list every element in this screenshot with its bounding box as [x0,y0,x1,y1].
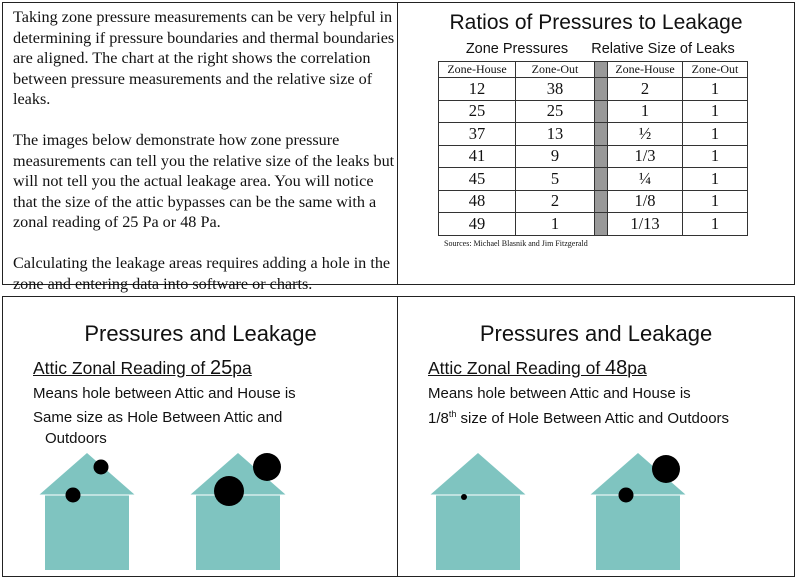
group-label-zone-pressures: Zone Pressures [465,41,569,57]
cell-zone-house-pressure: 49 [439,213,516,236]
cell-rel-zone-out: 1 [683,78,748,101]
houses-illustration [398,297,796,578]
intro-paragraph-2: The images below demonstrate how zone pressure measurements can tell you the relative size of the leaks but will not tell you the actual leakage area. You will notice that the size of the attic bypasses can be the same with a zonal reading of 25 Pa or 48 Pa. [13,130,395,232]
table-row [439,123,748,146]
cell-zone-out-pressure: 5 [516,168,595,191]
cell-zone-out-pressure: 25 [516,100,595,123]
slide-title: Pressures and Leakage [479,321,713,346]
hole-attic-house [619,488,634,503]
hole-attic-outdoors [94,460,109,475]
column-separator [595,78,608,101]
cell-rel-zone-out: 1 [683,145,748,168]
table-row [439,190,748,213]
cell-rel-zone-house: 1/13 [608,213,683,236]
slide-line-1: Means hole between Attic and House is [428,385,691,402]
table-row [439,78,748,101]
houses-illustration [3,297,399,578]
table-row [439,168,748,191]
intro-paragraph-3: Calculating the leakage areas requires adding a hole in the zone and entering data into software or charts. [13,253,391,293]
house-body [45,495,129,570]
table-header-row [439,62,748,78]
fraction-text: 1/8 [428,410,449,427]
cell-rel-zone-house: 1/3 [608,145,683,168]
house-right [590,453,686,570]
ratios-table [438,61,748,236]
house-body [196,495,280,570]
cell-rel-zone-out: 1 [683,168,748,191]
group-label-relative-size: Relative Size of Leaks [591,41,735,57]
cell-zone-house-pressure: 41 [439,145,516,168]
slide-line-3: Outdoors [45,430,107,447]
cell-rel-zone-out: 1 [683,100,748,123]
intro-panel [2,2,398,293]
ratios-panel [397,2,795,285]
cell-rel-zone-out: 1 [683,213,748,236]
hole-attic-outdoors [253,453,281,481]
hole-attic-outdoors [652,455,680,483]
header-zone-out: Zone-Out [516,62,595,78]
cell-rel-zone-house: 1 [608,100,683,123]
cell-zone-out-pressure: 1 [516,213,595,236]
subtitle-prefix: Attic Zonal Reading of [428,358,606,378]
cell-zone-house-pressure: 25 [439,100,516,123]
hole-attic-house [214,476,244,506]
hole-attic-house [461,494,467,500]
header-zone-house: Zone-House [439,62,516,78]
table-row [439,213,748,236]
cell-rel-zone-house: ¼ [608,168,683,191]
column-separator [595,190,608,213]
column-separator [595,62,608,78]
table-row [439,145,748,168]
house-left [39,453,135,570]
column-separator [595,123,608,146]
cell-zone-house-pressure: 37 [439,123,516,146]
slide-line-1: Means hole between Attic and House is [33,385,296,402]
table-body [439,78,748,236]
column-separator [595,145,608,168]
house-right [190,453,286,570]
fraction-suffix: th [448,409,457,419]
ratios-title: Ratios of Pressures to Leakage [449,11,743,34]
subtitle-number: 48 [605,357,628,379]
house-body [596,495,680,570]
header-rel-zone-out: Zone-Out [683,62,748,78]
column-separator [595,100,608,123]
house-roof [430,453,526,495]
subtitle-unit: pa [232,358,252,378]
cell-rel-zone-out: 1 [683,123,748,146]
cell-zone-out-pressure: 2 [516,190,595,213]
subtitle-number: 25 [210,357,233,379]
cell-zone-out-pressure: 13 [516,123,595,146]
cell-rel-zone-house: ½ [608,123,683,146]
header-rel-zone-house: Zone-House [608,62,683,78]
line-2-rest: size of Hole Between Attic and Outdoors [456,410,730,427]
house-body [436,495,520,570]
subtitle-unit: pa [627,358,647,378]
cell-zone-house-pressure: 45 [439,168,516,191]
table-row [439,100,748,123]
cell-zone-out-pressure: 38 [516,78,595,101]
cell-rel-zone-out: 1 [683,190,748,213]
house-left [430,453,526,570]
cell-zone-house-pressure: 12 [439,78,516,101]
intro-text [13,7,397,314]
hole-attic-house [66,488,81,503]
slide-48pa [397,296,795,577]
intro-paragraph-1: Taking zone pressure measurements can be very helpful in determining if pressure boundaries and thermal boundaries are aligned. The chart at the right shows the correlation between pressure measurements and the relative size of leaks. [13,8,395,109]
column-separator [595,168,608,191]
slide-title: Pressures and Leakage [84,321,317,346]
subtitle-prefix: Attic Zonal Reading of [33,358,211,378]
column-separator [595,213,608,236]
cell-rel-zone-house: 2 [608,78,683,101]
house-roof [39,453,135,495]
slide-line-2: Same size as Hole Between Attic and [33,409,283,426]
cell-zone-out-pressure: 9 [516,145,595,168]
slide-25pa [2,296,398,577]
table-source: Sources: Michael Blasnik and Jim Fitzgerald [444,239,588,248]
cell-zone-house-pressure: 48 [439,190,516,213]
cell-rel-zone-house: 1/8 [608,190,683,213]
